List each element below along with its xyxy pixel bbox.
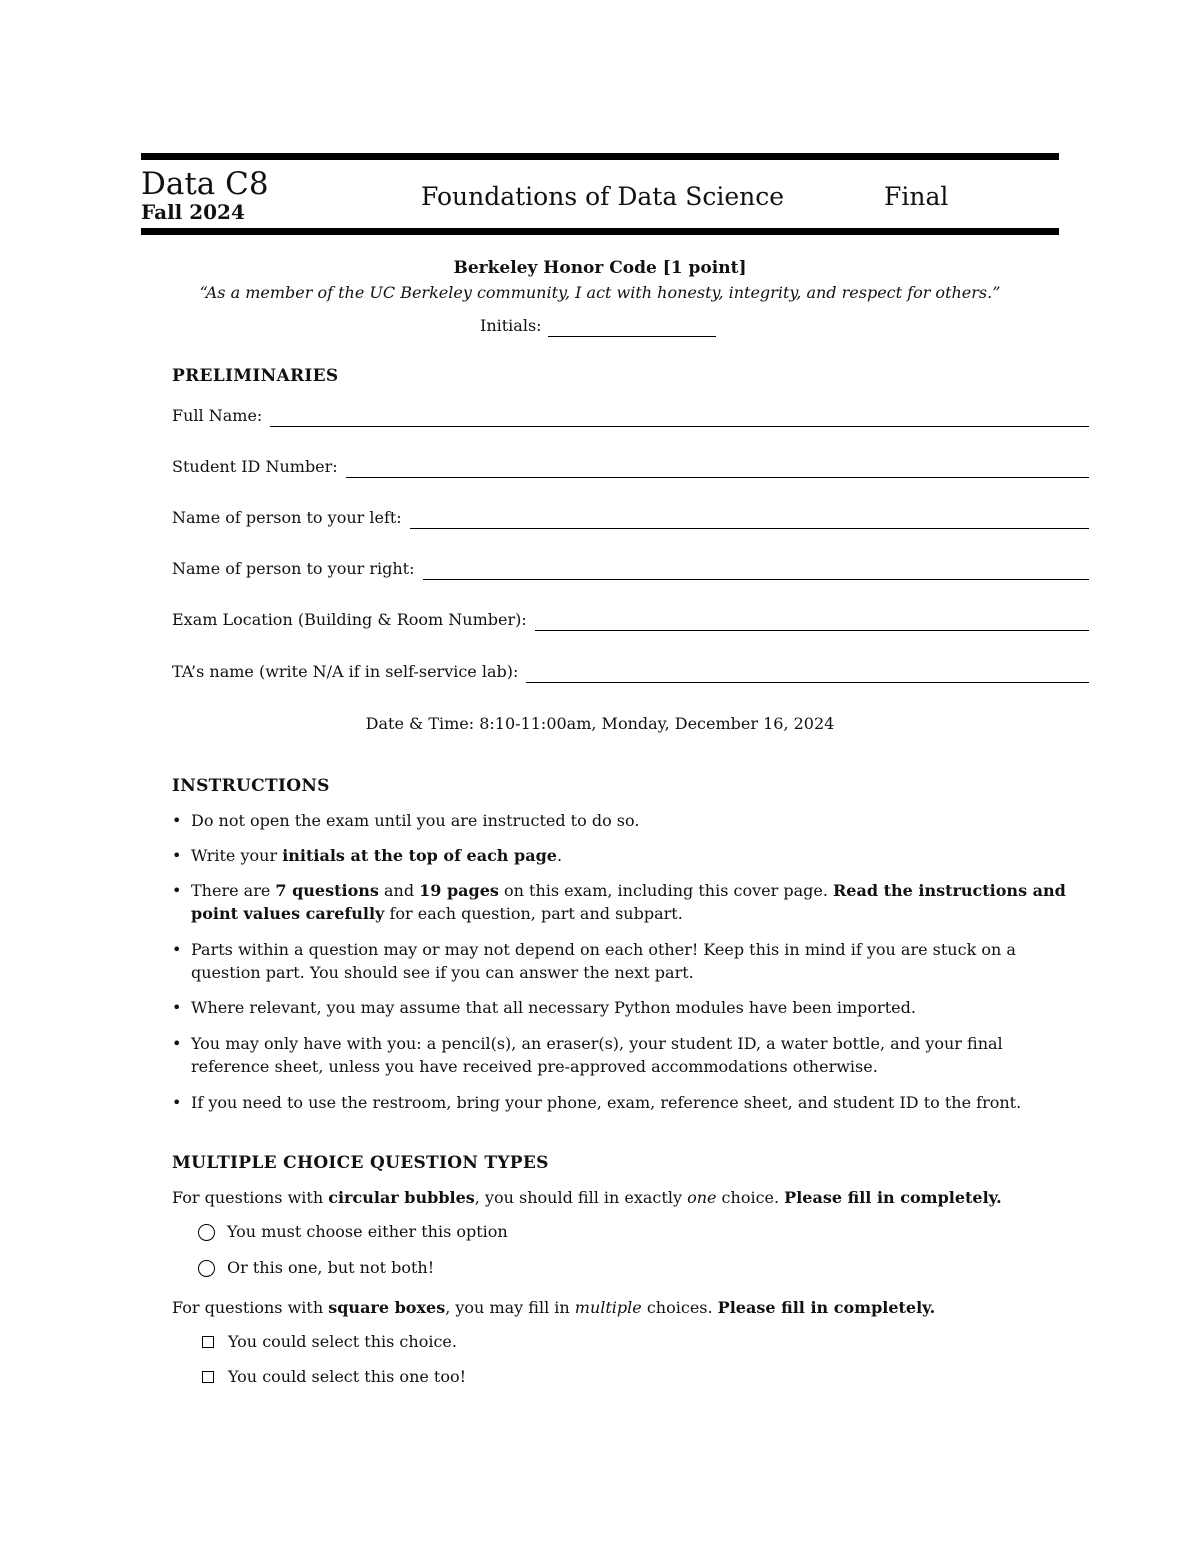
semester: Fall 2024: [141, 200, 245, 224]
instructions-heading: INSTRUCTIONS: [172, 776, 330, 796]
exam-location-label: Exam Location (Building & Room Number):: [172, 610, 527, 629]
ta-name-label: TA’s name (write N/A if in self-service lab):: [172, 662, 519, 681]
mc-heading: MULTIPLE CHOICE QUESTION TYPES: [172, 1153, 549, 1173]
radio-circle-icon[interactable]: [198, 1224, 215, 1241]
checkbox-square-icon[interactable]: [202, 1336, 214, 1348]
left-person-field[interactable]: [172, 507, 1089, 529]
instruction-text: There are 7 questions and 19 pages on this exam, including this cover page. Read the instructions and point values carefully for each question, part and subpart.: [191, 881, 1066, 923]
header-bottom-rule: [141, 228, 1059, 235]
student-id-label: Student ID Number:: [172, 457, 338, 476]
instruction-text: Where relevant, you may assume that all necessary Python modules have been imported.: [191, 998, 916, 1017]
instruction-text: You may only have with you: a pencil(s), an eraser(s), your student ID, a water bottle, and your final reference sheet, unless you have received pre-approved accommodations otherwise.: [191, 1034, 1003, 1076]
radio-circle-icon[interactable]: [198, 1260, 215, 1277]
full-name-label: Full Name:: [172, 406, 263, 425]
bullet-icon: •: [172, 940, 182, 959]
student-id-field[interactable]: [172, 456, 1089, 478]
square-option[interactable]: [198, 1331, 457, 1353]
instruction-item: [172, 1032, 1067, 1078]
full-name-field[interactable]: [172, 405, 1089, 427]
course-code: Data C8: [141, 166, 269, 202]
instruction-item: [172, 1091, 1067, 1114]
instruction-item: [172, 879, 1067, 925]
initials-field[interactable]: [548, 318, 716, 337]
student-id-input[interactable]: [346, 461, 1089, 478]
initials-label: Initials:: [480, 316, 542, 335]
full-name-input[interactable]: [270, 410, 1089, 427]
preliminaries-heading: PRELIMINARIES: [172, 366, 339, 386]
checkbox-square-icon[interactable]: [202, 1371, 214, 1383]
bullet-icon: •: [172, 881, 182, 900]
right-person-field[interactable]: [172, 558, 1089, 580]
exam-location-input[interactable]: [535, 614, 1089, 631]
square-boxes-intro: For questions with square boxes, you may fill in multiple choices. Please fill in completely.: [172, 1298, 936, 1317]
exam-location-field[interactable]: [172, 609, 1089, 631]
instruction-item: [172, 844, 1067, 867]
right-person-input[interactable]: [423, 563, 1090, 580]
bullet-icon: •: [172, 811, 182, 830]
left-person-input[interactable]: [410, 512, 1089, 529]
instruction-item: [172, 938, 1067, 984]
instruction-item: [172, 996, 1067, 1019]
bullet-icon: •: [172, 846, 182, 865]
ta-name-input[interactable]: [526, 666, 1089, 683]
right-person-label: Name of person to your right:: [172, 559, 415, 578]
exam-type: Final: [884, 182, 949, 211]
honor-code-quote: “As a member of the UC Berkeley community, I act with honesty, integrity, and respect for others.”: [199, 283, 1001, 302]
square-option-label: You could select this choice.: [228, 1332, 457, 1351]
header-top-rule: [141, 153, 1059, 160]
exam-datetime: Date & Time: 8:10-11:00am, Monday, December 16, 2024: [365, 714, 835, 733]
bullet-icon: •: [172, 1034, 182, 1053]
left-person-label: Name of person to your left:: [172, 508, 402, 527]
square-option[interactable]: [198, 1366, 466, 1388]
ta-name-field[interactable]: [172, 661, 1089, 683]
initials-row: [480, 315, 716, 337]
bullet-icon: •: [172, 1093, 182, 1112]
instruction-text: Parts within a question may or may not depend on each other! Keep this in mind if you are stuck on a question part. You should see if you can answer the next part.: [191, 940, 1016, 982]
square-option-label: You could select this one too!: [228, 1367, 467, 1386]
instruction-text: If you need to use the restroom, bring your phone, exam, reference sheet, and student ID to the front.: [191, 1093, 1022, 1112]
instruction-item: [172, 809, 1067, 832]
course-title: Foundations of Data Science: [421, 182, 785, 211]
circle-option[interactable]: [198, 1257, 434, 1279]
circle-option-label: You must choose either this option: [227, 1222, 508, 1241]
circle-option[interactable]: [198, 1221, 508, 1243]
bullet-icon: •: [172, 998, 182, 1017]
circle-option-label: Or this one, but not both!: [227, 1258, 435, 1277]
circle-bubbles-intro: For questions with circular bubbles, you should fill in exactly one choice. Please fill in completely.: [172, 1188, 1002, 1207]
instruction-text: Write your initials at the top of each page.: [191, 846, 563, 865]
honor-code-title: Berkeley Honor Code [1 point]: [453, 258, 747, 278]
instruction-text: Do not open the exam until you are instructed to do so.: [191, 811, 640, 830]
